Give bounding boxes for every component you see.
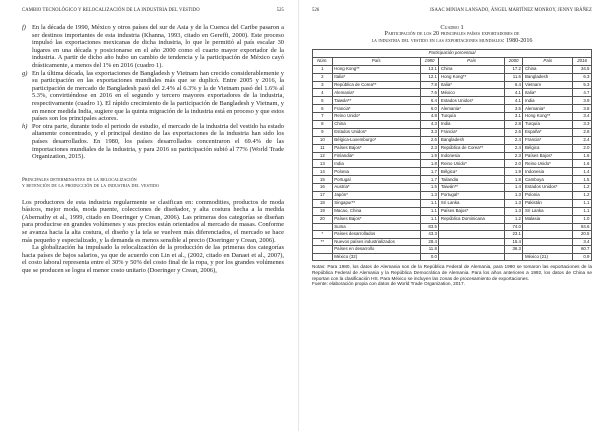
table-cell: Alemania* <box>332 89 420 97</box>
table-cell: China <box>439 65 504 73</box>
table-cell: Bangladesh <box>523 73 573 81</box>
list-item-h <box>22 123 284 161</box>
table-header-row <box>313 57 592 65</box>
table-row <box>313 168 592 176</box>
table-cell: 34.5 <box>573 65 592 73</box>
table-row <box>313 128 592 136</box>
table-cell <box>439 246 504 254</box>
table-cell: 7 <box>313 113 333 121</box>
table-cell <box>439 231 504 239</box>
table-cell <box>504 253 523 261</box>
column-header: País <box>523 57 573 65</box>
table-cell <box>439 238 504 246</box>
table-cell: 4.8 <box>420 113 439 121</box>
table-row <box>313 199 592 207</box>
table-cell <box>523 223 573 231</box>
table-cell: 10 <box>313 136 333 144</box>
table-row <box>313 136 592 144</box>
section-heading-line-2: y retención de la producción de la industria del vestido <box>22 183 159 190</box>
list-item-text: En la última década, las exportaciones de Bangladesh y Vietnam han crecido considerablemente y su participación en las exportaciones mundiales más que se duplicó. Entre 2005 y 2016, la participación de mercado de Bangladesh pasó del 2.4% al 6.3% y la de Vietnam pasó del 1.6% al 5.3%, convirtiéndose en 2016 en el segundo y tercero mayores exportadores de la industria, respectivamente (cuadro 1). El rápido crecimiento de la participación de Bangladesh y Vietnam, y en menor medida India, sugiere que la quinta migración de la industria está en proceso y que estos países son los principales actores. <box>32 69 284 123</box>
table-cell: Países Bajos* <box>439 207 504 215</box>
table-cell: Sri Lanka <box>439 199 504 207</box>
table-cell <box>313 223 333 231</box>
table-row <box>313 113 592 121</box>
body-paragraph-2: La globalización ha impulsado la relocalización de la producción de las primeras dos categorías hacia países de bajos salarios, ya que de acuerdo con Lin et al., (2002, citado en Danaei et al., 2007), el costo laboral representa entre el 30% y 50% del costo final de la ropa, y por los grandes volúmenes que se producen se logra el menor costo unitario (Doeringer y Crean, 2006), <box>22 244 284 275</box>
table-cell: Polonia <box>332 168 420 176</box>
table-notes <box>312 264 592 287</box>
table-cell: 11 <box>313 144 333 152</box>
column-header: 1980 <box>420 57 439 65</box>
running-authors: ISAAC MINIAN LANSADO, ÁNGEL MARTÍNEZ MONROY, JENNY IBÁÑEZ <box>430 8 592 13</box>
table-cell: Alemania* <box>439 105 504 113</box>
table-cell: República Dominicana <box>439 215 504 223</box>
table-cell: 3.8 <box>573 105 592 113</box>
table-cell: 1.1 <box>420 215 439 223</box>
table-row <box>313 223 592 231</box>
table-row <box>313 246 592 254</box>
group-header: Participación porcentual <box>313 50 592 58</box>
table-cell: 4.1 <box>504 89 523 97</box>
table-cell: Japón* <box>332 192 420 200</box>
table-cell: 2.8 <box>573 128 592 136</box>
table-cell: 1.8 <box>420 160 439 168</box>
table-cell: 4.3 <box>420 121 439 129</box>
source-text: Fuente: elaboración propia con datos de World Trade Organization, 2017. <box>312 281 465 287</box>
table-cell: Tailandia <box>439 176 504 184</box>
table-cell: 11.6 <box>504 73 523 81</box>
table-cell <box>313 253 333 261</box>
table-cell: Taiwán** <box>332 97 420 105</box>
table-cell: 16 <box>313 184 333 192</box>
table-cell: 13 <box>313 160 333 168</box>
table-cell: 12 <box>313 152 333 160</box>
table-cell: India <box>332 160 420 168</box>
table-cell: 1.0 <box>573 215 592 223</box>
table-cell: 6.3 <box>573 73 592 81</box>
table-cell: 17.2 <box>504 65 523 73</box>
list-item-f <box>22 24 284 70</box>
table-cell: Pakistán <box>523 199 573 207</box>
table-cell: 3.5 <box>504 105 523 113</box>
table-cell: Nuevos países industrializados <box>332 238 420 246</box>
table-cell: India <box>523 97 573 105</box>
table-cell: 1.2 <box>504 215 523 223</box>
table-cell: 1.7 <box>420 176 439 184</box>
table-cell: 15 <box>313 176 333 184</box>
table-cell: 14 <box>313 168 333 176</box>
table-cell: China <box>332 121 420 129</box>
table-cell <box>523 231 573 239</box>
table-cell: Hong Kong** <box>523 113 573 121</box>
table-row <box>313 105 592 113</box>
table-cell: República de Corea** <box>439 144 504 152</box>
table-cell: 20 <box>313 215 333 223</box>
table-cell: Bélgica* <box>439 168 504 176</box>
table-cell: 1 <box>313 65 333 73</box>
page-number: 526 <box>312 8 320 13</box>
table-cell: Francia* <box>332 105 420 113</box>
table-cell: Italia* <box>523 89 573 97</box>
table-cell: 15.4 <box>504 238 523 246</box>
table-cell: 2.4 <box>504 144 523 152</box>
table-cell: China <box>523 65 573 73</box>
table-cell: 0.0 <box>420 253 439 261</box>
notes-text: Notas: Para 1980, los datos de Alemania son de la República Federal de Alemania, para 1990 se tomaron las exportaciones de la República Federal de Alemania y la República Democrática de Alemania. Para los años anteriores a 1992, los datos de China se reportan con la clasificación HS. Para México se incluyen las zonas de procesamiento de exportaciones. <box>312 264 592 281</box>
table-cell: 1.5 <box>420 184 439 192</box>
table-cell: 1.5 <box>573 176 592 184</box>
table-cell: 36.3 <box>504 246 523 254</box>
table-cell: 6.4 <box>420 97 439 105</box>
table-cell: Austria* <box>332 184 420 192</box>
column-header: 2000 <box>504 57 523 65</box>
table-cell: 2.8 <box>504 121 523 129</box>
table-cell <box>523 246 573 254</box>
table-cell: México (32) <box>332 253 420 261</box>
table-cell: Países en desarrollo <box>332 246 420 254</box>
table-cell: Reino Unido* <box>439 160 504 168</box>
table-cell: 3.4 <box>573 238 592 246</box>
table-cell: 1.9 <box>504 168 523 176</box>
table-group-header-row <box>313 50 592 58</box>
table-cell: Indonesia <box>523 168 573 176</box>
table-cell: 11.8 <box>420 246 439 254</box>
table-cell: 4.1 <box>504 97 523 105</box>
table-cell: 13.1 <box>420 65 439 73</box>
table-cell: 8 <box>313 121 333 129</box>
table-cell: 2 <box>313 73 333 81</box>
table-cell: Indonesia <box>439 152 504 160</box>
table-cell: Italia* <box>332 73 420 81</box>
table-cell: 9 <box>313 128 333 136</box>
list-marker: h) <box>22 122 28 130</box>
table-cell: 12.1 <box>420 73 439 81</box>
page-gutter <box>298 0 299 431</box>
table-cell: 1.9 <box>420 152 439 160</box>
table-cell: 6.0 <box>420 105 439 113</box>
table-cell: 60.7 <box>573 246 592 254</box>
table-cell: 1.3 <box>504 207 523 215</box>
exporters-table <box>312 49 592 261</box>
table-cell: Polonia <box>523 192 573 200</box>
table-cell: 6.4 <box>504 81 523 89</box>
table-cell: Bélgica <box>523 144 573 152</box>
table-cell: 1.7 <box>420 168 439 176</box>
table-cell: Estados Unidos* <box>523 184 573 192</box>
table-cell: 18 <box>313 199 333 207</box>
table-cell: 19 <box>313 207 333 215</box>
table-cell: Camboya <box>523 176 573 184</box>
table-cell: 3.9 <box>573 97 592 105</box>
list-item-text: En la década de 1990, México y otros países del sur de Asia y de la Cuenca del Caribe pasaron a ser destinos importantes de esta industria (Khanna, 1993, citado en Gereffi, 2000). Este proceso impulsó las exportaciones mexicanas de dicha industria, lo que le permitió al país escalar 30 lugares en una década y posicionarse en el año 2000 como el cuarto mayor exportador de la industria. A partir de dicho año hubo un cambio de tendencia y la participación de México cayó drásticamente, a menos del 1% en 2016 (cuadro 1). <box>32 24 284 69</box>
column-header: País <box>439 57 504 65</box>
table-cell: 1.3 <box>420 192 439 200</box>
table-cell: 1.1 <box>420 207 439 215</box>
table-cell: Macao, China <box>332 207 420 215</box>
table-cell: Países Bajos* <box>332 215 420 223</box>
table-cell: Francia* <box>439 128 504 136</box>
table-cell: Francia* <box>523 136 573 144</box>
table-cell: Bélgica-Luxemburgo* <box>332 136 420 144</box>
table-cell: ** <box>313 238 333 246</box>
table-cell: 74.0 <box>504 223 523 231</box>
table-cell: 84.6 <box>573 223 592 231</box>
list-marker: g) <box>22 69 28 77</box>
table-cell: Portugal <box>332 176 420 184</box>
table-cell <box>523 238 573 246</box>
page-number: 525 <box>276 8 284 13</box>
list-item-g <box>22 70 284 123</box>
table-cell <box>439 253 504 261</box>
table-cell: 2.3 <box>420 144 439 152</box>
table-cell: Finlandia* <box>332 152 420 160</box>
table-cell: 2.0 <box>573 144 592 152</box>
table-cell: Turquía <box>523 121 573 129</box>
table-cell: Estados Unidos* <box>332 128 420 136</box>
table-cell: India <box>439 121 504 129</box>
table-cell: 1.6 <box>573 160 592 168</box>
table-row <box>313 73 592 81</box>
table-cell: 2.0 <box>504 160 523 168</box>
table-cell: 7.8 <box>420 81 439 89</box>
table-cell: Portugal* <box>439 192 504 200</box>
table-cell: Reino Unido* <box>523 160 573 168</box>
table-cell: 4 <box>313 89 333 97</box>
table-row <box>313 231 592 239</box>
right-page <box>306 0 600 431</box>
table-cell: 2.6 <box>420 136 439 144</box>
table-cell: 1.6 <box>573 152 592 160</box>
table-row <box>313 207 592 215</box>
table-row <box>313 121 592 129</box>
table-cell: 17 <box>313 192 333 200</box>
table-cell: Países Bajos* <box>523 152 573 160</box>
table-cell: 7.6 <box>420 89 439 97</box>
column-header: 2016 <box>573 57 592 65</box>
table-cell: 1.8 <box>504 176 523 184</box>
table-cell: Malasia <box>523 215 573 223</box>
column-header: País <box>332 57 420 65</box>
table-cell: México (21) <box>523 253 573 261</box>
table-row <box>313 144 592 152</box>
table-cell: * <box>313 231 333 239</box>
table-cell: 3.3 <box>573 121 592 129</box>
table-row <box>313 160 592 168</box>
table-body <box>313 65 592 260</box>
list-marker: f) <box>22 24 26 31</box>
table-row <box>313 238 592 246</box>
table-cell: 4.7 <box>573 89 592 97</box>
table-cell: Bangladesh <box>439 136 504 144</box>
table-cell: Taiwán** <box>439 184 504 192</box>
table-cell: 2.3 <box>504 152 523 160</box>
running-title: CAMBIO TECNOLÓGICO Y RELOCALIZACIÓN DE LA INDUSTRIA DEL VESTIDO <box>22 8 200 13</box>
body-paragraph-1: Los productores de esta industria regularmente se clasifican en: commodities, productos de moda básicos, mejor moda, moda puente, colecciones de diseñador, y alta costura hecha a la medida (Abernathy et al., 1999, citado en Doeringer y Crean, 2006). Las primeras dos categorías se diseñan para producirse en grandes volúmenes y sus precios están orientados al mercado de masas. Conforme se avanza hacia la alta costura, el diseño y la tela se vuelven más diferenciados, el mercado se hace más pequeño y especializado, y la demanda es menos sensible al precio (Doeringer y Crean, 2006). <box>22 198 284 244</box>
table-cell <box>439 223 504 231</box>
table-cell: 83.5 <box>420 223 439 231</box>
table-cell: Alemania* <box>523 105 573 113</box>
table-cell: 23.1 <box>504 231 523 239</box>
table-caption-label: Cuadro 1 <box>440 24 464 31</box>
list-item-text: Por otra parte, durante todo el periodo de estudio, el mercado de la industria del vestido ha estado altamente concentrado, y el principal destino de las exportaciones de la industria han sido los países desarrollados. En 1980, los países desarrollados concentraron el 69.4% de las importaciones mundiales de la industria, y para 2016 su participación subió al 77% (World Trade Organization, 2015). <box>32 122 284 161</box>
table-cell: 0.9 <box>573 253 592 261</box>
table-cell: Países desarrollados <box>332 231 420 239</box>
table-cell: Turquía <box>439 113 504 121</box>
table-cell: España* <box>523 128 573 136</box>
table-cell: 1.4 <box>573 168 592 176</box>
caption-line-1: Participación de los 20 principales países exportadores de <box>384 31 520 37</box>
table-cell: Reino Unido* <box>332 113 420 121</box>
left-page <box>0 0 292 431</box>
table-cell: Vietnam <box>523 81 573 89</box>
table-cell: Italia* <box>439 81 504 89</box>
table-cell: México <box>439 89 504 97</box>
table-row <box>313 81 592 89</box>
table-row <box>313 152 592 160</box>
table-cell: 20.5 <box>573 231 592 239</box>
table-cell: 6 <box>313 105 333 113</box>
table-row <box>313 192 592 200</box>
table-row <box>313 253 592 261</box>
table-cell: 1.3 <box>504 192 523 200</box>
table-cell <box>313 246 333 254</box>
table-row <box>313 89 592 97</box>
table-row <box>313 176 592 184</box>
caption-line-2: la industria del vestido en las exportaciones mundiales: 1980-2016 <box>371 38 533 44</box>
section-heading-line-1: Principales determinantes de la relocalización <box>22 176 137 183</box>
table-cell: Suma <box>332 223 420 231</box>
table-cell: 5.3 <box>573 81 592 89</box>
table-cell: 2.6 <box>504 128 523 136</box>
table-cell: 1.1 <box>420 199 439 207</box>
table-row <box>313 97 592 105</box>
table-cell: República de Corea** <box>332 81 420 89</box>
table-cell: 3.4 <box>573 113 592 121</box>
table-cell: 1.2 <box>573 192 592 200</box>
table-cell: 5 <box>313 97 333 105</box>
table-cell: Hong Kong** <box>332 65 420 73</box>
table-cell: Singapur** <box>332 199 420 207</box>
table-cell: 1.2 <box>573 184 592 192</box>
table-cell: Estados Unidos* <box>439 97 504 105</box>
table-cell: Hong Kong** <box>439 73 504 81</box>
left-page-header <box>22 8 284 13</box>
section-heading <box>22 177 284 190</box>
table-cell: 2.4 <box>573 136 592 144</box>
table-cell: 3 <box>313 81 333 89</box>
table-caption-title <box>312 31 592 45</box>
table-cell: 1.1 <box>573 199 592 207</box>
table-cell: 1.1 <box>573 207 592 215</box>
table-cell: Países Bajos* <box>332 144 420 152</box>
table-row <box>313 215 592 223</box>
table-cell: 1.4 <box>504 184 523 192</box>
table-cell: 3.1 <box>504 113 523 121</box>
column-header: Núm. <box>313 57 333 65</box>
table-row <box>313 65 592 73</box>
table-cell: 28.4 <box>420 238 439 246</box>
table-row <box>313 184 592 192</box>
table-cell: 2.4 <box>504 136 523 144</box>
table-cell: 43.3 <box>420 231 439 239</box>
table-cell: 3.3 <box>420 128 439 136</box>
table-cell: 1.3 <box>504 199 523 207</box>
right-page-header <box>312 8 592 13</box>
table-cell: Sri Lanka <box>523 207 573 215</box>
